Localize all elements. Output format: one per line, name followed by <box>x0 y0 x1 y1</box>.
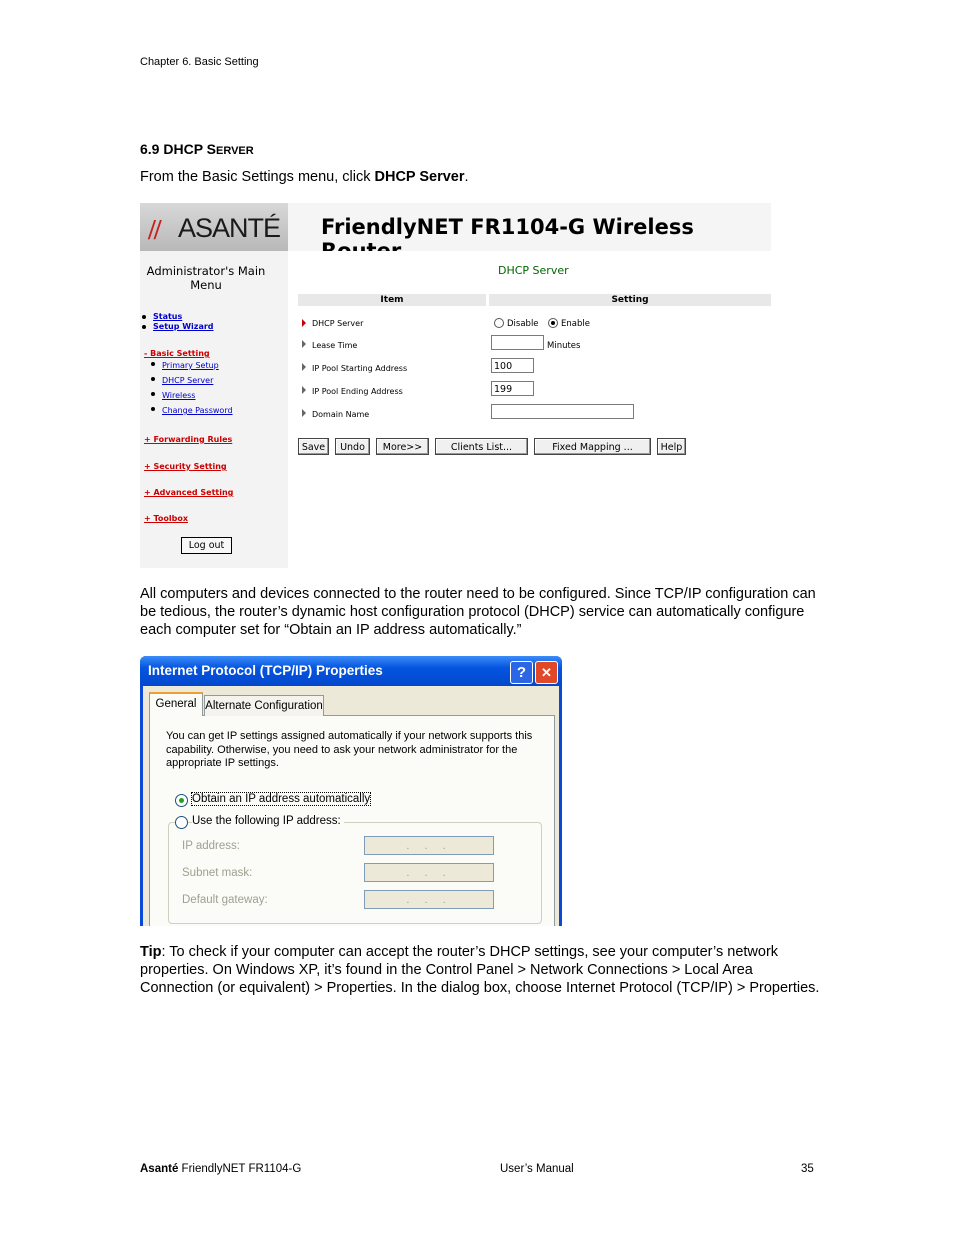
dialog-title: Internet Protocol (TCP/IP) Properties <box>148 663 383 678</box>
sidebar-item-primary-setup[interactable]: Primary Setup <box>162 361 219 370</box>
bullet-icon <box>151 362 155 366</box>
save-button[interactable]: Save <box>298 438 329 455</box>
disable-radio[interactable] <box>494 318 504 328</box>
lease-time-input[interactable] <box>491 335 544 350</box>
menu-title-line2: Menu <box>190 278 222 292</box>
enable-radio[interactable] <box>548 318 558 328</box>
router-title: FriendlyNET FR1104-G Wireless <box>321 215 694 239</box>
tip-label: Tip <box>140 944 162 960</box>
tip-paragraph <box>140 943 830 997</box>
router-header <box>288 203 771 251</box>
pool-end-input[interactable]: 199 <box>491 381 534 396</box>
dialog-titlebar <box>140 656 562 686</box>
bullet-icon <box>151 407 155 411</box>
logout-button[interactable]: Log out <box>181 537 232 554</box>
menu-title-line1: Administrator's Main <box>146 264 266 278</box>
sidebar-item-status[interactable]: Status <box>153 312 183 321</box>
sidebar-item-change-password[interactable]: Change Password <box>162 406 233 415</box>
help-icon[interactable]: ? <box>510 661 533 684</box>
tab-alternate-configuration[interactable]: Alternate Configuration <box>204 695 324 716</box>
default-gateway-field[interactable]: . . . <box>364 890 494 909</box>
arrow-icon <box>302 409 306 417</box>
general-tab-panel <box>149 715 555 926</box>
enable-label: Enable <box>561 319 590 329</box>
footer-brand-name: Asanté <box>140 1163 179 1175</box>
section-heading <box>140 141 254 157</box>
subnet-mask-field[interactable]: . . . <box>364 863 494 882</box>
sidebar-item-dhcp-server[interactable]: DHCP Server <box>162 376 214 385</box>
subnet-mask-label: Subnet mask: <box>182 867 253 879</box>
minutes-label: Minutes <box>547 341 581 351</box>
intro-prefix: From the Basic Settings menu, click <box>140 169 375 185</box>
arrow-icon <box>302 386 306 394</box>
bullet-icon <box>151 392 155 396</box>
more-button[interactable]: More>> <box>376 438 429 455</box>
domain-name-input[interactable] <box>491 404 634 419</box>
close-icon[interactable]: ✕ <box>535 661 558 684</box>
section-number: 6.9 <box>140 141 160 157</box>
bullet-icon <box>151 377 155 381</box>
intro-bold: DHCP Server <box>374 169 465 185</box>
tab-general[interactable]: General <box>149 692 203 716</box>
ip-address-field[interactable]: . . . <box>364 836 494 855</box>
bullet-icon <box>142 325 146 329</box>
ip-address-label: IP address: <box>182 840 240 852</box>
row-pool-start: IP Pool Starting Address <box>312 364 408 373</box>
clients-list-button[interactable]: Clients List... <box>435 438 528 455</box>
disable-label: Disable <box>507 319 539 329</box>
chapter-header: Chapter 6. Basic Setting <box>140 56 259 68</box>
bullet-icon <box>142 315 146 319</box>
section-title-rest: ERVER <box>216 145 254 157</box>
sidebar-item-advanced-setting[interactable]: + Advanced Setting <box>144 488 234 497</box>
tip-text: : To check if your computer can accept the router’s DHCP settings, see your computer’s network properties. On Windows XP, it’s found in the Control Panel > Network Connections > Local Area Connection (or equivalent) > Properties. In the dialog box, choose Internet Protocol (TCP/IP) > Properties. <box>140 944 820 996</box>
logo-mark: // <box>148 215 160 246</box>
column-header-setting: Setting <box>489 294 771 306</box>
body-paragraph: All computers and devices connected to the router need to be configured. Since TCP/IP configuration can be tedious, the router’s dynamic host configuration protocol (DHCP) service can automatically configure each computer set for “Obtain an IP address automatically.” <box>140 586 816 638</box>
logo-word: ASANTÉ <box>178 213 281 243</box>
admin-sidebar <box>140 251 288 568</box>
asante-logo <box>140 203 289 251</box>
arrow-icon <box>302 319 306 327</box>
row-lease-time: Lease Time <box>312 341 358 350</box>
dialog-description: You can get IP settings assigned automatically if your network supports this capability. Otherwise, you need to ask your network administrator for the appropriate IP settings. <box>166 730 533 769</box>
section-title-first: DHCP S <box>163 141 217 157</box>
intro-paragraph <box>140 168 830 186</box>
sidebar-item-basic-setting[interactable]: - Basic Setting <box>144 349 210 358</box>
menu-title <box>140 264 272 292</box>
page-title: DHCP Server <box>498 264 569 277</box>
row-domain-name: Domain Name <box>312 410 370 419</box>
arrow-icon <box>302 363 306 371</box>
footer-product: FriendlyNET FR1104-G <box>178 1163 302 1175</box>
sidebar-item-toolbox[interactable]: + Toolbox <box>144 514 188 523</box>
row-dhcp-server: DHCP Server <box>312 319 364 328</box>
footer-manual: User’s Manual <box>500 1163 574 1175</box>
sidebar-item-wireless[interactable]: Wireless <box>162 391 196 400</box>
default-gateway-label: Default gateway: <box>182 894 268 906</box>
obtain-auto-label[interactable]: Obtain an IP address automatically <box>192 793 371 805</box>
column-header-item: Item <box>298 294 486 306</box>
tcpip-properties-dialog <box>140 656 562 926</box>
pool-start-input[interactable]: 100 <box>491 358 534 373</box>
arrow-icon <box>302 340 306 348</box>
sidebar-item-setup-wizard[interactable]: Setup Wizard <box>153 322 214 331</box>
undo-button[interactable]: Undo <box>335 438 370 455</box>
use-following-label[interactable]: Use the following IP address: <box>192 815 344 827</box>
fixed-mapping-button[interactable]: Fixed Mapping ... <box>534 438 651 455</box>
help-button[interactable]: Help <box>657 438 686 455</box>
sidebar-item-security-setting[interactable]: + Security Setting <box>144 462 227 471</box>
dialog-body <box>143 686 559 926</box>
footer-brand <box>140 1163 301 1175</box>
sidebar-item-forwarding-rules[interactable]: + Forwarding Rules <box>144 435 233 444</box>
page-number: 35 <box>801 1163 814 1175</box>
router-screenshot <box>140 203 771 568</box>
row-pool-end: IP Pool Ending Address <box>312 387 403 396</box>
obtain-auto-radio[interactable] <box>175 794 188 807</box>
use-following-radio[interactable] <box>175 816 188 829</box>
dhcp-settings-panel <box>288 251 771 568</box>
intro-suffix: . <box>464 169 469 185</box>
